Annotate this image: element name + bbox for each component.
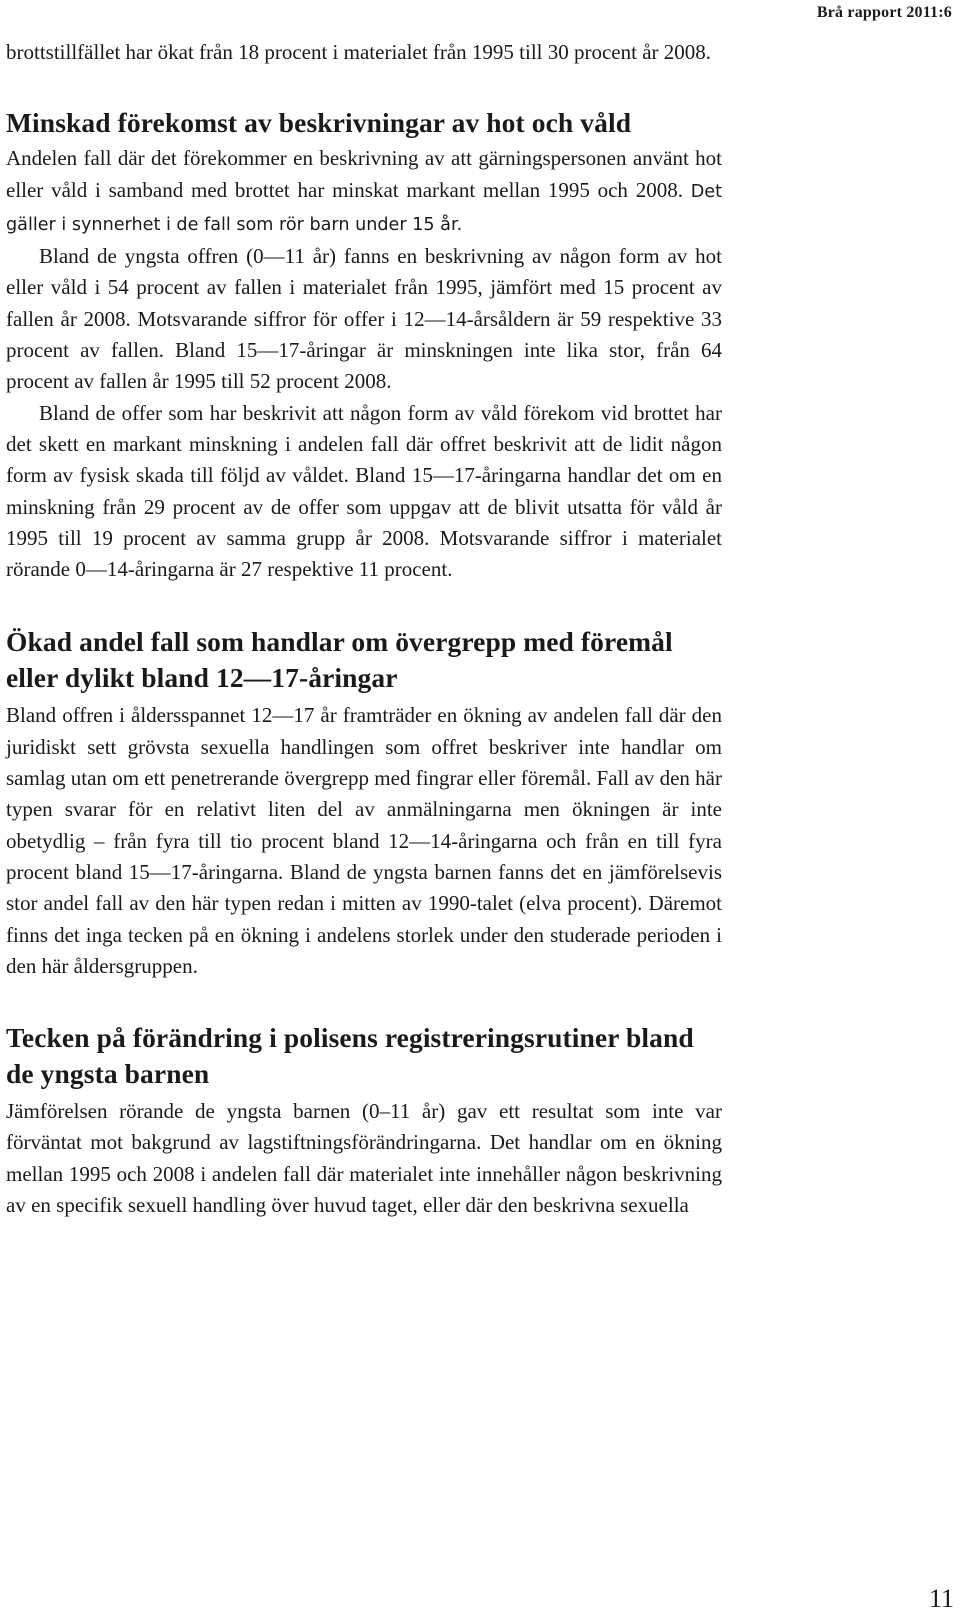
intro-paragraph: brottstillfället har ökat från 18 procent i materialet från 1995 till 30 procent år 2008. [6,40,712,64]
page-number: 11 [928,1583,954,1613]
section-heading-registration-routines: Tecken på förändring i polisens registreringsrutiner bland de yngsta barnen [6,1022,694,1090]
paragraph: Jämförelsen rörande de yngsta barnen (0–11 år) gav ett resultat som inte var förväntat mot bakgrund av lagstiftningsförändringarna. Det handlar om en ökning mellan 1995 och 2008 i andelen fall där materialet inte innehåller någon beskrivning av en specifik sexuell handling över huvud taget, eller där den beskrivna sexuella [6,1099,722,1218]
section-heading-threats-violence: Minskad förekomst av beskrivningar av hot och våld [6,107,632,139]
paragraph-text: Andelen fall där det förekommer en beskrivning av att gärningspersonen använt hot eller våld i samband med brottet har minskat markant mellan 1995 och 2008. [6,146,722,202]
paragraph-text-sans: Det gäller i synnerhet i de fall som rör barn under 15 år. [6,181,722,235]
paragraph: Bland de yngsta offren (0—11 år) fanns en beskrivning av någon form av hot eller våld i 54 procent av fallen i materialet från 1995, jämfört med 15 procent av fallen år 2008. Motsvarande siffror för offer i 12—14-årsåldern är 59 respektive 33 procent av fallen. Bland 15—17-åringar är minskningen inte lika stor, från 64 procent av fallen år 1995 till 52 procent 2008. [6,244,722,394]
page-content [6,37,722,1221]
section-registration-routines [6,1096,722,1221]
section-threats-violence [6,143,722,585]
running-header: Brå rapport 2011:6 [816,4,952,21]
paragraph [6,143,722,241]
section-objects-abuse [6,700,722,982]
paragraph: Bland offren i åldersspannet 12—17 år framträder en ökning av andelen fall där den juridiskt sett grövsta sexuella handlingen som offret beskriver inte handlar om samlag utan om ett penetrerande övergrepp med fingrar eller föremål. Fall av den här typen svarar för en relativt liten del av anmälningarna men ökningen är inte obetydlig – från fyra till tio procent bland 12—14-åringarna och från en till fyra procent bland 15—17-åringarna. Bland de yngsta barnen fanns det en jämförelsevis stor andel fall av den här typen redan i mitten av 1990-talet (elva procent). Däremot finns det inga tecken på en ökning i andelens storlek under den studerade perioden i den här åldersgruppen. [6,703,722,978]
paragraph: Bland de offer som har beskrivit att någon form av våld förekom vid brottet har det skett en markant minskning i andelen fall där offret beskrivit att de lidit någon form av fysisk skada till följd av våldet. Bland 15—17-åringarna handlar det om en minskning från 29 procent av de offer som uppgav att de blivit utsatta för våld år 1995 till 19 procent av samma grupp år 2008. Motsvarande siffror i materialet rörande 0—14-åringarna är 27 respektive 11 procent. [6,400,722,582]
section-heading-objects-abuse: Ökad andel fall som handlar om övergrepp med föremål eller dylikt bland 12—17-åringar [6,626,673,694]
